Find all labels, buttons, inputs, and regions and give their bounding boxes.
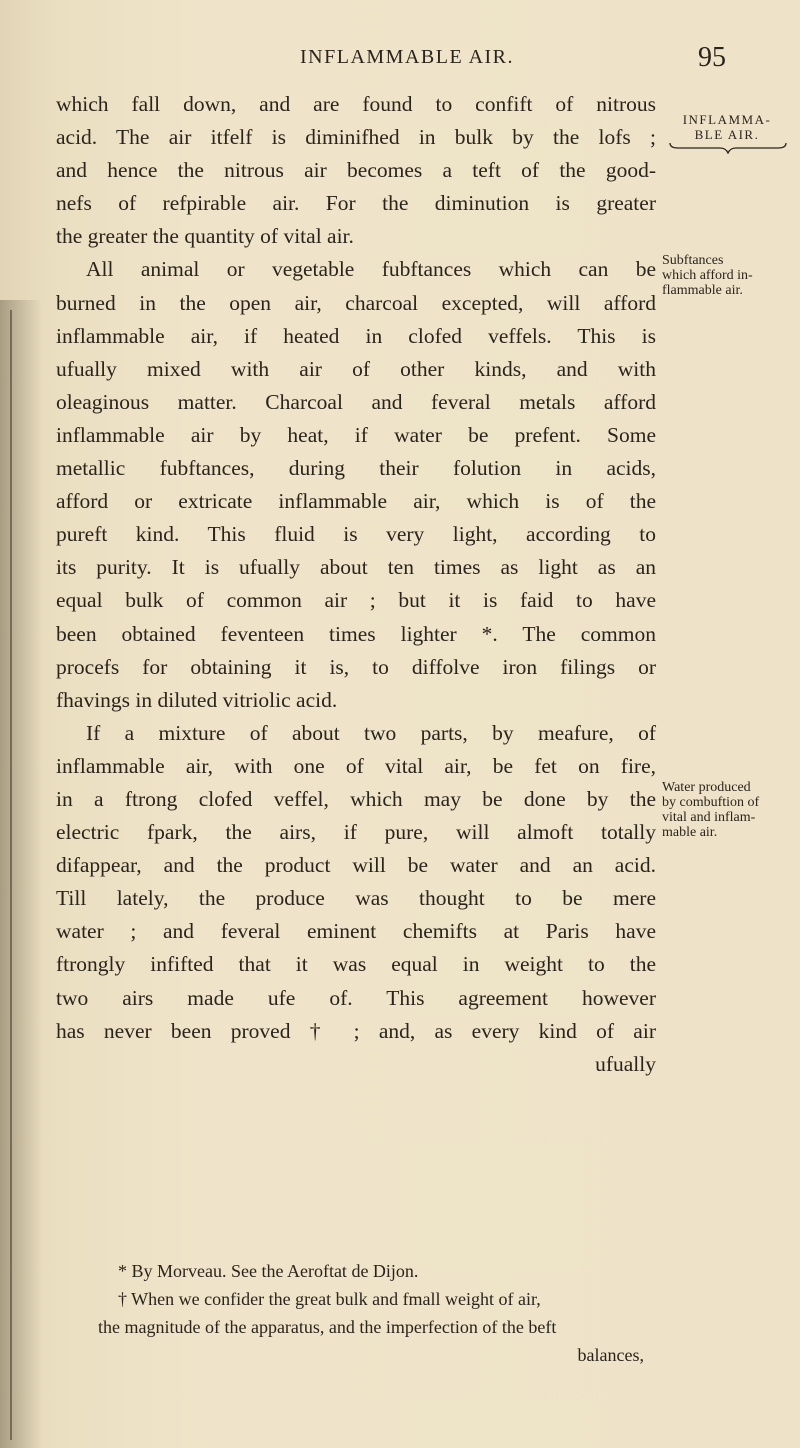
body-line: If a mixture of about two parts, by meafure, of [86, 720, 656, 745]
body-line: difappear, and the product will be water and an acid. [56, 853, 656, 878]
margin-note-line: by combuftion of [662, 795, 760, 810]
body-line: its purity. It is ufually about ten times as light as an [56, 555, 656, 580]
margin-head-line: INFLAMMA- [682, 112, 772, 127]
footnote-line: balances, [577, 1345, 644, 1365]
body-line: electric fpark, the airs, if pure, will almoft totally [56, 820, 656, 845]
running-head [0, 42, 800, 76]
body-line: ufually mixed with air of other kinds, and with [56, 356, 656, 381]
body-line: metallic fubftances, during their folution in acids, [56, 456, 656, 481]
footnote-line: * By Morveau. See the Aeroftat de Dijon. [118, 1261, 419, 1281]
binding-shadow [0, 300, 42, 1448]
body-line: burned in the open air, charcoal excepted, will afford [56, 290, 656, 315]
margin-note-substances [662, 253, 792, 298]
body-line: been obtained feventeen times lighter *. The common [56, 621, 656, 646]
margin-brace-icon [668, 142, 788, 154]
margin-note-line: Subftances [662, 253, 724, 268]
body-line: which fall down, and are found to confift of nitrous [56, 92, 656, 116]
body-line: ftrongly infifted that it was equal in weight to the [56, 952, 656, 977]
margin-section-head [662, 112, 792, 142]
body-line: oleaginous matter. Charcoal and feveral metals afford [56, 389, 656, 414]
footnote-line: the magnitude of the apparatus, and the imperfection of the beft [98, 1317, 557, 1337]
body-line: Till lately, the produce was thought to be mere [56, 886, 656, 911]
body-line: equal bulk of common air ; but it is faid to have [56, 588, 656, 613]
body-text [56, 88, 656, 1081]
body-line: All animal or vegetable fubftances which can be [86, 257, 656, 282]
body-line: pureft kind. This fluid is very light, according to [56, 522, 656, 547]
catchword: ufually [595, 1051, 656, 1076]
margin-note-line: vital and inflam- [662, 810, 756, 825]
margin-note-line: Water produced [662, 780, 751, 795]
body-line: water ; and feveral eminent chemifts at Paris have [56, 919, 656, 944]
body-line: the greater the quantity of vital air. [56, 224, 354, 249]
body-line: nefs of refpirable air. For the diminution is greater [56, 191, 656, 216]
body-line: fhavings in diluted vitriolic acid. [56, 687, 338, 712]
body-line: procefs for obtaining it is, to diffolve iron filings or [56, 654, 656, 679]
margin-note-line: which afford in- [662, 268, 753, 283]
body-line: has never been proved † ; and, as every kind of air [56, 1018, 656, 1043]
page-number: 95 [698, 42, 726, 73]
footnote-line: † When we confider the great bulk and fmall weight of air, [118, 1289, 541, 1309]
body-line: inflammable air, with one of vital air, be fet on fire, [56, 753, 656, 778]
running-head-title: INFLAMMABLE AIR. [300, 46, 515, 68]
footnotes [98, 1257, 658, 1369]
body-line: two airs made ufe of. This agreement however [56, 985, 656, 1010]
body-line: in a ftrong clofed veffel, which may be done by the [56, 786, 656, 811]
body-line: and hence the nitrous air becomes a teft of the good- [56, 158, 656, 183]
margin-note-line: mable air. [662, 825, 718, 840]
margin-head-line: BLE AIR. [694, 127, 760, 142]
body-line: afford or extricate inflammable air, which is of the [56, 489, 656, 514]
margin-note-water [662, 780, 792, 840]
body-line: inflammable air, if heated in clofed veffels. This is [56, 323, 656, 348]
margin-note-line: flammable air. [662, 283, 743, 298]
body-line: inflammable air by heat, if water be prefent. Some [56, 422, 656, 447]
body-line: acid. The air itfelf is diminifhed in bulk by the lofs ; [56, 125, 656, 150]
binding-edge [10, 310, 12, 1440]
